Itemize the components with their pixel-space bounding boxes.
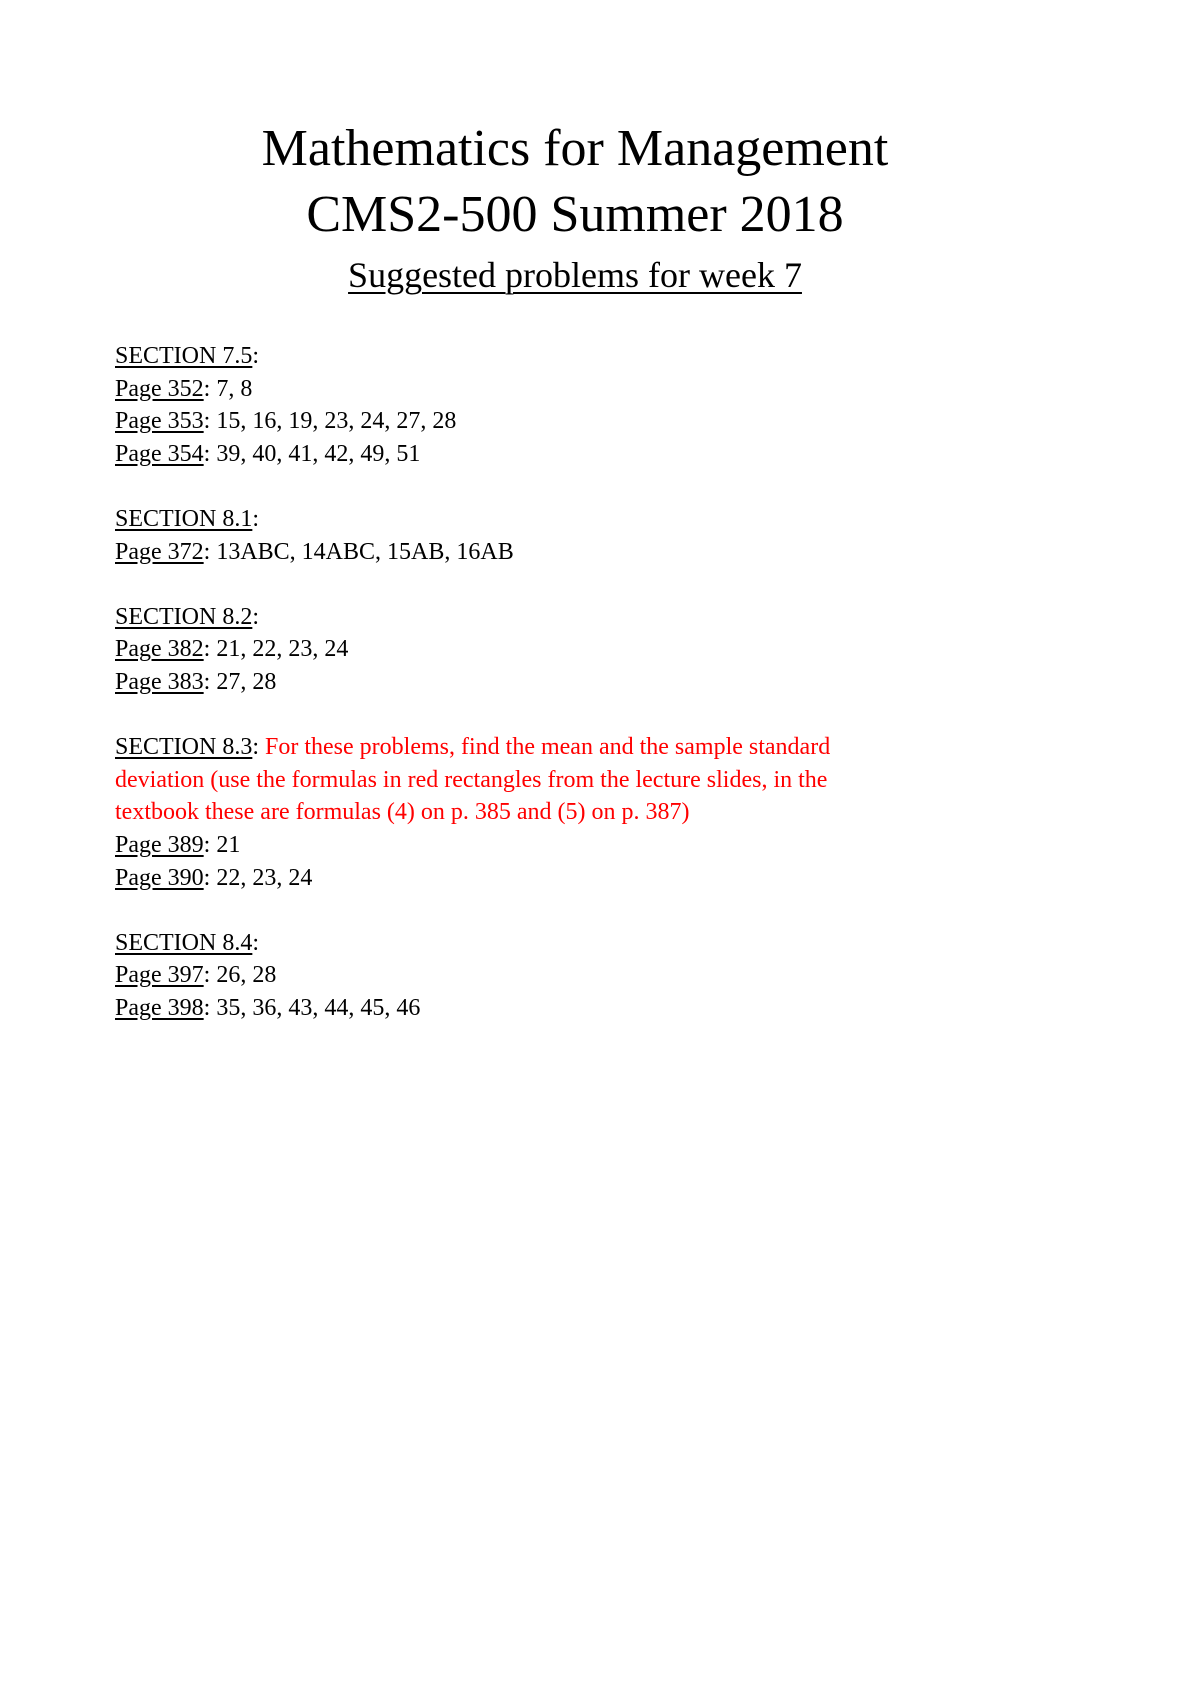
page-entry xyxy=(115,829,1015,862)
page-reference: Page 354 xyxy=(115,440,204,467)
problem-numbers: : 26, 28 xyxy=(203,962,277,989)
page-reference: Page 372 xyxy=(115,538,204,565)
section-7-5 xyxy=(115,340,1015,470)
page-entry xyxy=(115,405,1015,438)
problem-numbers: : 21 xyxy=(203,831,241,858)
page-reference: Page 389 xyxy=(115,831,204,858)
section-heading: SECTION 8.3: For these problems, find the mean and the sample standard xyxy=(115,734,831,761)
page-reference: Page 397 xyxy=(115,962,204,989)
page-reference: Page 383 xyxy=(115,668,204,695)
page-entry xyxy=(115,438,1015,471)
problem-numbers: : 21, 22, 23, 24 xyxy=(203,636,349,663)
problem-numbers: : 35, 36, 43, 44, 45, 46 xyxy=(203,994,421,1021)
problem-numbers: : 13ABC, 14ABC, 15AB, 16AB xyxy=(203,538,514,565)
problem-numbers: : 15, 16, 19, 23, 24, 27, 28 xyxy=(203,408,457,435)
section-label: SECTION 8.3 xyxy=(115,734,253,761)
section-8-3 xyxy=(115,731,1015,894)
problem-list xyxy=(115,340,1015,1057)
page-entry xyxy=(115,959,1015,992)
page-reference: Page 390 xyxy=(115,864,204,891)
section-heading: SECTION 8.4: xyxy=(115,929,260,956)
section-note-line-3: textbook these are formulas (4) on p. 385 and (5) on p. 387) xyxy=(115,799,690,826)
document-header xyxy=(0,116,1150,300)
page-reference: Page 352 xyxy=(115,375,204,402)
page-entry xyxy=(115,373,1015,406)
section-heading: SECTION 8.1: xyxy=(115,505,260,532)
section-8-4 xyxy=(115,927,1015,1025)
page-entry xyxy=(115,633,1015,666)
problem-numbers: : 27, 28 xyxy=(203,668,277,695)
section-8-1 xyxy=(115,503,1015,568)
section-heading: SECTION 7.5: xyxy=(115,343,260,369)
page-reference: Page 382 xyxy=(115,636,204,663)
section-label: SECTION 8.1 xyxy=(115,505,253,532)
document-subtitle: Suggested problems for week 7 xyxy=(348,255,802,295)
section-label: SECTION 7.5 xyxy=(115,343,253,369)
section-label: SECTION 8.2 xyxy=(115,603,253,630)
page-reference: Page 398 xyxy=(115,994,204,1021)
problem-numbers: : 22, 23, 24 xyxy=(203,864,313,891)
section-note-line-2: deviation (use the formulas in red rectangles from the lecture slides, in the xyxy=(115,766,828,793)
page-entry xyxy=(115,666,1015,699)
section-heading: SECTION 8.2: xyxy=(115,603,260,630)
page-entry xyxy=(115,536,1015,569)
section-label: SECTION 8.4 xyxy=(115,929,253,956)
page-reference: Page 353 xyxy=(115,408,204,435)
section-8-2 xyxy=(115,601,1015,699)
section-note-line-1: For these problems, find the mean and the sample standard xyxy=(265,734,831,761)
page-entry xyxy=(115,992,1015,1025)
course-title: CMS2-500 Summer 2018 xyxy=(306,186,844,243)
problem-numbers: : 39, 40, 41, 42, 49, 51 xyxy=(203,440,421,467)
page-entry xyxy=(115,862,1015,895)
problem-numbers: : 7, 8 xyxy=(203,375,253,402)
document-title: Mathematics for Management xyxy=(261,120,889,177)
